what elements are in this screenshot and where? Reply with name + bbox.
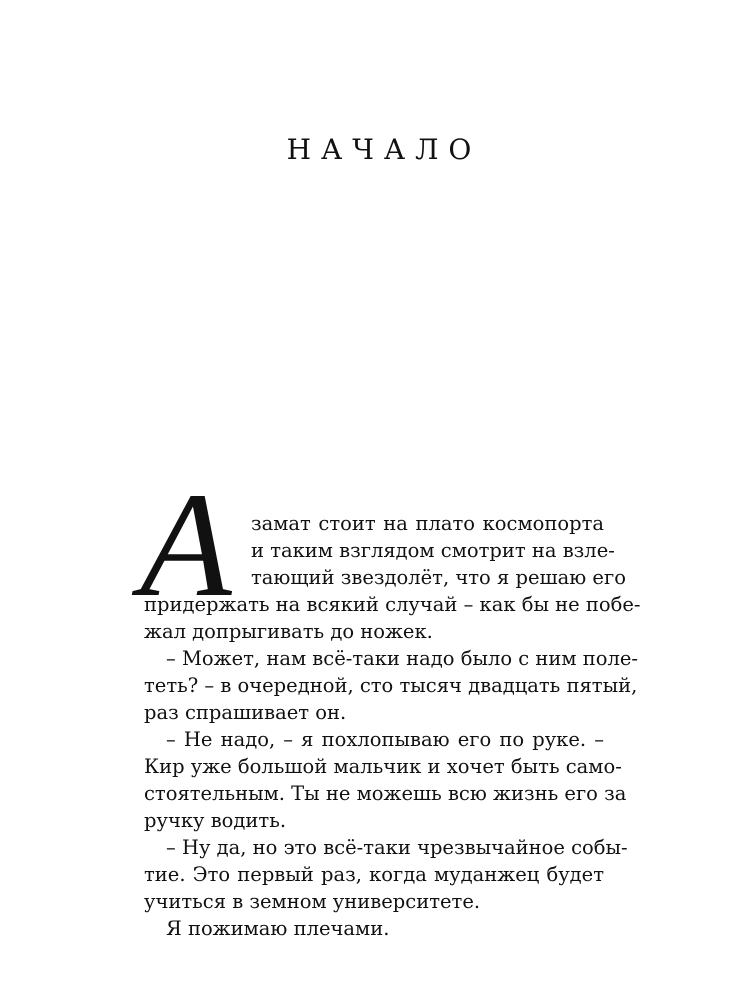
text-line: Кир уже большой мальчик и хочет быть само-	[144, 755, 622, 778]
body-text	[144, 510, 641, 942]
text-line: жал допрыгивать до ножек.	[144, 620, 433, 643]
text-line: учиться в земном университете.	[144, 890, 481, 913]
text-line: – Не надо, – я похлопываю его по руке. –	[166, 728, 604, 751]
text-line: – Может, нам всё-таки надо было с ним поле-	[166, 647, 639, 670]
text-line: Я пожимаю плечами.	[166, 917, 390, 940]
text-line: ручку водить.	[144, 809, 287, 832]
text-line: замат стоит на плато космопорта	[251, 512, 604, 535]
text-line: раз спрашивает он.	[144, 701, 347, 724]
text-line: тающий звездолёт, что я решаю его	[251, 566, 626, 589]
text-line: стоятельным. Ты не можешь всю жизнь его за	[144, 782, 627, 805]
drop-cap: А	[140, 462, 232, 628]
text-line: – Ну да, но это всё-таки чрезвычайное собы-	[166, 836, 628, 859]
text-line: тие. Это первый раз, когда муданжец будет	[144, 863, 604, 886]
chapter-title: НАЧАЛО	[286, 133, 482, 166]
text-line: и таким взглядом смотрит на взле-	[251, 539, 615, 562]
text-line: придержать на всякий случай – как бы не побе-	[144, 593, 641, 616]
text-line: теть? – в очередной, сто тысяч двадцать пятый,	[144, 674, 638, 697]
